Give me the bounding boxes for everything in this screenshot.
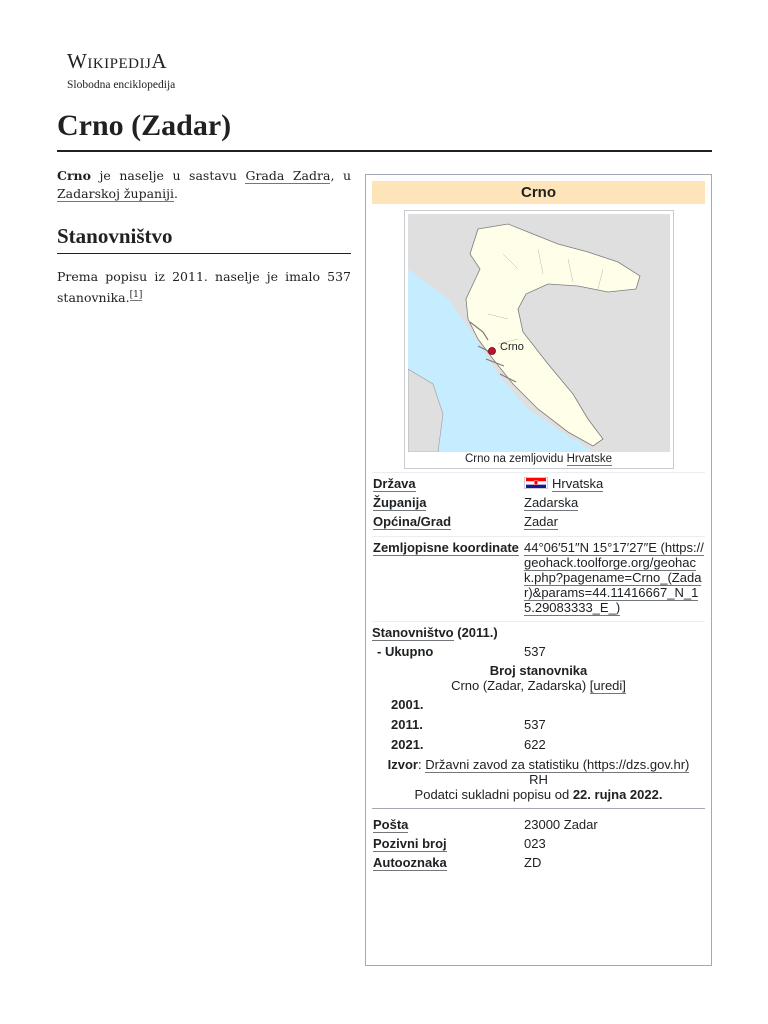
year-row — [372, 737, 705, 756]
label-posta[interactable]: Pošta — [373, 817, 409, 832]
divider — [372, 621, 705, 622]
croatia-map-image — [408, 214, 670, 452]
year-row — [372, 717, 705, 736]
year-label: 2011. — [391, 717, 423, 732]
link-zadarska-zupanija[interactable]: Zadarskoj županiji — [57, 186, 174, 201]
row-drzava — [372, 476, 705, 495]
broj-stanovnika-heading: Broj stanovnika — [489, 663, 588, 678]
link-grada-zadra[interactable]: Grada Zadra — [245, 168, 331, 183]
link-hrvatske[interactable]: Hrvatske — [566, 453, 612, 465]
link-zadar[interactable]: Zadar — [524, 514, 558, 529]
section-paragraph: Prema popisu iz 2011. naselje je imalo 537 stanovnika.[1] — [57, 269, 351, 306]
divider — [372, 808, 705, 809]
row-posta — [372, 817, 705, 836]
link-hrvatska[interactable]: Hrvatska — [552, 476, 604, 491]
croatian-flag-icon — [524, 477, 548, 489]
label-pozivni-broj[interactable]: Pozivni broj — [373, 836, 447, 851]
row-stanovnistvo-header: Stanovništvo (2011.) — [372, 625, 498, 640]
uredi-link[interactable]: [uredi] — [589, 678, 626, 693]
map-caption: Crno na zemljovidu Hrvatske — [464, 453, 612, 465]
year-label: 2021. — [391, 737, 424, 752]
intro-paragraph: Crno je naselje u sastavu Grada Zadra, u Zadarskoj županiji. — [57, 168, 351, 201]
divider — [372, 536, 705, 537]
label-opcina-grad[interactable]: Općina/Grad — [373, 514, 452, 529]
logo-tagline: Slobodna enciklopedija — [67, 79, 176, 91]
label-stanovnistvo[interactable]: Stanovništvo — [372, 625, 454, 640]
label-ukupno: - Ukupno — [377, 644, 434, 659]
reference-link[interactable]: [1] — [129, 290, 143, 300]
link-zadarska[interactable]: Zadarska — [524, 495, 579, 510]
location-marker-icon — [488, 348, 495, 355]
row-zupanija — [372, 495, 705, 514]
location-map[interactable] — [404, 210, 674, 469]
intro-bold: Crno — [57, 168, 91, 183]
row-koordinate — [372, 540, 705, 615]
value-autooznaka: ZD — [524, 855, 542, 870]
label-autooznaka[interactable]: Autooznaka — [373, 855, 447, 870]
podatci-line: Podatci sukladni popisu od 22. rujna 2022. — [414, 787, 663, 802]
logo-wordmark: WIKIPEDIJA — [67, 49, 167, 73]
infobox-title: Crno — [372, 181, 705, 204]
article-body — [57, 167, 351, 307]
year-label: 2001. — [391, 697, 424, 712]
page-title: Crno (Zadar) — [57, 108, 712, 152]
value-ukupno: 537 — [524, 644, 546, 659]
row-autooznaka — [372, 855, 705, 874]
year-value: 622 — [524, 737, 546, 752]
value-posta: 23000 Zadar — [524, 817, 598, 832]
value-pozivni-broj: 023 — [524, 836, 546, 851]
label-zupanija[interactable]: Županija — [373, 495, 427, 510]
wikipedia-logo[interactable] — [67, 50, 175, 91]
year-row — [372, 697, 705, 716]
section-heading-stanovnistvo: Stanovništvo — [57, 223, 351, 254]
dzs-link[interactable]: Državni zavod za statistiku (https://dzs.gov.hr) — [425, 757, 690, 772]
label-drzava[interactable]: Država — [373, 476, 416, 491]
row-pozivni-broj — [372, 836, 705, 855]
coordinates-link[interactable]: 44°06′51″N 15°17′27″E (https://geohack.toolforge.org/geohack.php?pagename=Crno_(Zadar)&params=44.11416667_N_15.29083333_E_) — [524, 540, 704, 615]
divider — [372, 472, 705, 473]
row-ukupno — [372, 644, 705, 663]
infobox — [365, 174, 712, 966]
izvor-line: Izvor: Državni zavod za statistiku (https://dzs.gov.hr) RH — [387, 757, 690, 787]
year-value: 537 — [524, 717, 546, 732]
map-marker-label: Crno — [499, 341, 524, 353]
label-zemljopisne-koordinate[interactable]: Zemljopisne koordinate — [373, 540, 519, 555]
broj-stanovnika-sub: Crno (Zadar, Zadarska) [uredi] — [451, 678, 626, 693]
row-opcina — [372, 514, 705, 533]
